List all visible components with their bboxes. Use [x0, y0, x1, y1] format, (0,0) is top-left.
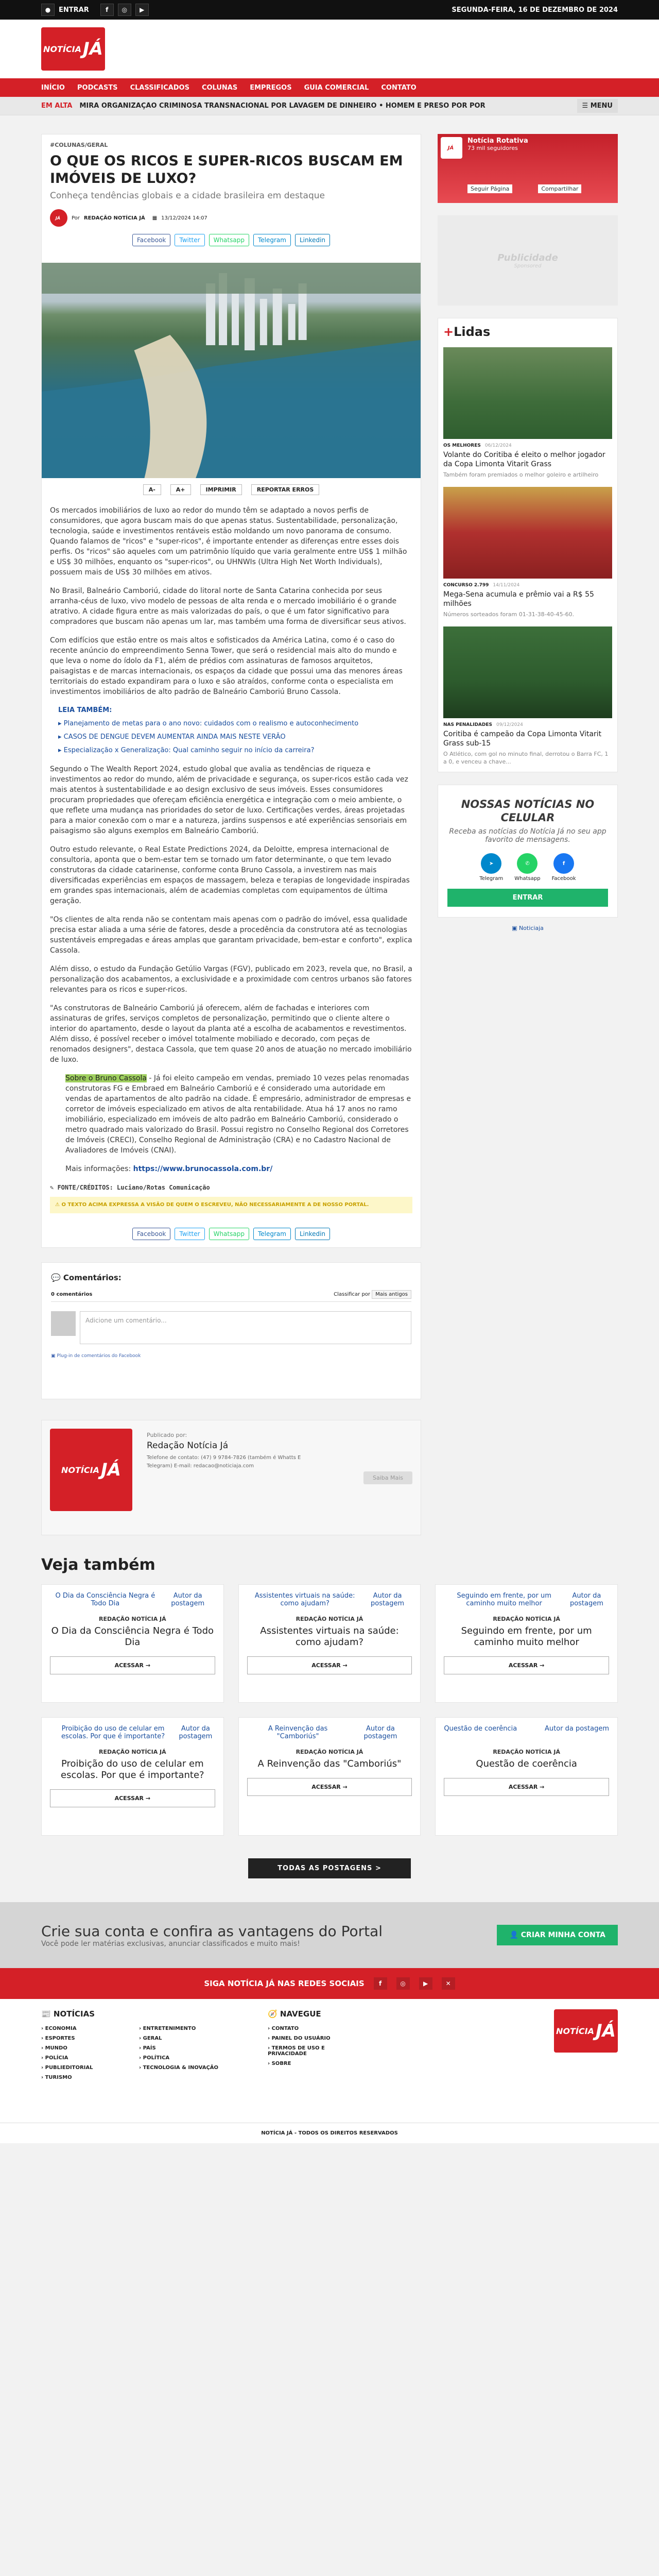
see-also-author: REDAÇÃO NOTÍCIA JÁ [296, 1749, 363, 1755]
see-also-card[interactable] [435, 1717, 618, 1836]
article-body [42, 501, 421, 1221]
see-also-title[interactable]: Assistentes virtuais na saúde: como ajudam? [260, 1625, 399, 1648]
create-account-button[interactable]: 👤 CRIAR MINHA CONTA [497, 1925, 618, 1945]
footer-news-list [41, 2026, 237, 2080]
comment-input[interactable]: Adicione um comentário... [80, 1311, 411, 1344]
see-also-author: REDAÇÃO NOTÍCIA JÁ [98, 1749, 166, 1755]
footer-news-item[interactable]: › POLÍCIA [41, 2055, 68, 2061]
follow-label: SIGA NOTÍCIA JÁ NAS REDES SOCIAIS [204, 1979, 365, 1988]
see-also-by: Autor da postagem [171, 1592, 205, 1607]
footer-news-item[interactable]: › PAÍS [139, 2045, 156, 2051]
footer-news-link[interactable]: PUBLIEDITORIAL [45, 2065, 93, 2071]
info-label: Mais informações: [65, 1165, 131, 1173]
see-also-button[interactable]: ACESSAR → [247, 1656, 412, 1674]
footer-news-item[interactable]: › TURISMO [41, 2075, 72, 2080]
author-more-button[interactable]: Saiba Mais [363, 1471, 412, 1484]
paragraph-2: No Brasil, Balneário Camboriú, cidade do litoral norte de Santa Catarina conhecida por seus arranha-céus de luxo, vivo modelo de pessoas de alta renda e o mercado imobiliário é o grande atrativo. A cidade figura entre as mais valorizadas do país, o que é um fator significativo para compradores que buscam não apenas um lar, mas também uma forma de diversificar seus ativos. [50, 587, 406, 626]
footer-news-link[interactable]: ESPORTES [45, 2036, 75, 2041]
footer-news-link[interactable]: POLÍTICA [143, 2055, 170, 2061]
share-button[interactable]: Twitter [175, 234, 204, 246]
paragraph-8: "As construtoras de Balneário Camboriú já oferecem, além de fachadas e interiores com assinaturas de grifes, serviços completos de personalização, permitindo que o cliente altere o interior do apartamento, desde o layout da planta até a escolha de acabamentos e revestimentos. Além disso, é possível receber o imóvel totalmente mobiliado e decorado, com peças de renomados designers", destaca Cassola, que tem quase 20 anos de atuação no mercado imobiliário de luxo. [50, 1004, 412, 1064]
see-also-title[interactable]: Seguindo em frente, por um caminho muito melhor [461, 1625, 592, 1648]
see-also-by: Autor da postagem [179, 1725, 213, 1740]
see-also-title: Veja também [41, 1556, 155, 1574]
app-label: Telegram [479, 876, 504, 882]
read-also-link[interactable]: Especialização x Generalização: Qual caminho seguir no início da carreira? [63, 747, 315, 754]
see-also-card[interactable] [238, 1584, 421, 1703]
follow-youtube-icon[interactable]: ▶ [419, 1977, 432, 1990]
logo-small: NOTÍCIA [43, 44, 81, 54]
article-category[interactable]: #COLUNAS/GERAL [50, 142, 108, 148]
follow-facebook-icon[interactable]: f [374, 1977, 387, 1990]
site-logo[interactable] [41, 27, 105, 71]
calendar-icon: ▦ [152, 215, 158, 221]
site-footer [0, 1999, 659, 2123]
footer-news [41, 2009, 237, 2123]
comments-count: 0 comentários [51, 1292, 93, 1297]
footer-nav-title: NAVEGUE [280, 2009, 321, 2019]
disclaimer-text: O TEXTO ACIMA EXPRESSA A VISÃO DE QUEM O ESCREVEU, NÃO NECESSARIAMENTE A DE NOSSO PORTAL. [61, 1202, 369, 1208]
footer-nav-item[interactable]: › CONTATO [268, 2026, 299, 2031]
instagram-icon[interactable]: ◎ [118, 4, 131, 16]
sort-label: Classificar por [334, 1292, 371, 1297]
nav-item[interactable]: GUIA COMERCIAL [304, 83, 369, 92]
comments-section [41, 1262, 421, 1399]
most-read-item[interactable] [443, 626, 612, 766]
see-also-author: REDAÇÃO NOTÍCIA JÁ [98, 1616, 166, 1622]
footer-news-item[interactable]: › MUNDO [41, 2045, 67, 2051]
see-also-image-alt: O Dia da Consciência Negra é Todo Dia [55, 1592, 155, 1607]
fb-page-name[interactable]: Notícia Rotativa [467, 137, 528, 145]
share-button[interactable]: Telegram [253, 1228, 291, 1240]
footer-news-item[interactable]: › ENTRETENIMENTO [139, 2026, 196, 2031]
footer-logo-small: NOTÍCIA [556, 2026, 594, 2036]
article-subtitle: Conheça tendências globais e a cidade brasileira em destaque [50, 191, 325, 201]
most-read-thumb[interactable] [443, 487, 612, 579]
footer-news-item[interactable]: › PUBLIEDITORIAL [41, 2065, 93, 2071]
footer-news-link[interactable]: ECONOMIA [45, 2026, 77, 2031]
see-also-title[interactable]: A Reinvenção das "Camboriús" [257, 1758, 402, 1769]
tool-button[interactable]: IMPRIMIR [200, 484, 242, 495]
footer-nav-item[interactable]: › SOBRE [268, 2061, 291, 2066]
cta-title: Crie sua conta e confira as vantagens do Portal [41, 1922, 383, 1940]
paragraph-6: "Os clientes de alta renda não se contentam mais apenas com o padrão do imóvel, essa qualidade precisa estar aliada a uma série de fatores, desde a procedência da construtora até as tecnologias sustentáveis empregadas e áreas amplas que garantam privacidade, bem-estar e conforto", explica Cassola. [50, 916, 412, 955]
most-read-thumb[interactable] [443, 626, 612, 718]
follow-twitter-icon[interactable]: ✕ [442, 1977, 455, 1990]
share-button[interactable]: Twitter [175, 1228, 204, 1240]
app-link[interactable] [552, 853, 576, 882]
share-button[interactable]: Linkedin [295, 234, 330, 246]
author-contact: Telefone de contato: (47) 9 9784-7826 (também é Whatts E Telegram) E-mail: redacao@noticiaja.com [147, 1455, 301, 1469]
app-label: Whatsapp [514, 876, 541, 882]
copyright: NOTÍCIA JÁ - TODOS OS DIREITOS RESERVADOS [0, 2123, 659, 2143]
top-left [41, 4, 149, 16]
trending-label: EM ALTA [41, 102, 73, 110]
most-read-desc: Números sorteados foram 01-31-38-40-45-60. [443, 611, 575, 618]
ad-slot[interactable] [438, 215, 618, 306]
see-also-image-alt: Assistentes virtuais na saúde: como ajudam? [254, 1592, 355, 1607]
youtube-icon[interactable]: ▶ [135, 4, 149, 16]
all-posts-button[interactable]: TODAS AS POSTAGENS > [248, 1858, 411, 1878]
top-bar [0, 0, 659, 20]
see-also-button[interactable]: ACESSAR → [444, 1656, 609, 1674]
sort-area [334, 1292, 411, 1297]
footer-news-heading: 📰 NOTÍCIAS [41, 2009, 95, 2019]
see-also-card[interactable] [41, 1584, 224, 1703]
footer-nav-link[interactable]: PAINEL DO USUÁRIO [271, 2036, 331, 2041]
footer-news-link[interactable]: ENTRETENIMENTO [143, 2026, 196, 2031]
main-column [41, 134, 421, 1535]
see-also-author: REDAÇÃO NOTÍCIA JÁ [296, 1616, 363, 1622]
see-also-image [444, 1592, 609, 1616]
fb-page-widget [438, 134, 618, 203]
share-button[interactable]: Facebook [132, 234, 170, 246]
by-label: Por [72, 215, 80, 221]
fb-plugin-text: Plug-in de comentários do Facebook [57, 1353, 141, 1359]
comments-title: Comentários: [63, 1273, 122, 1282]
most-read-tag [443, 443, 612, 448]
see-also-title[interactable]: Proibição do uso de celular em escolas. Por que é importante? [61, 1758, 204, 1781]
most-read-tag [443, 583, 612, 588]
fb-logo-text: JÁ [447, 145, 454, 151]
most-read-plus: + [443, 325, 454, 339]
read-also-link[interactable]: CASOS DE DENGUE DEVEM AUMENTAR AINDA MAIS NESTE VERÃO [63, 733, 286, 741]
read-also [58, 705, 412, 756]
footer-news-item[interactable]: › TECNOLOGIA & INOVAÇÃO [139, 2065, 219, 2071]
most-read-title-link[interactable]: Coritiba é campeão da Copa Limonta Vitarit Grass sub-15 [443, 730, 602, 748]
facebook-icon[interactable]: f [100, 4, 114, 16]
most-read-date: 06/12/2024 [484, 443, 512, 448]
most-read-date: 09/12/2024 [496, 722, 523, 727]
app-link[interactable] [479, 853, 503, 882]
tool-button[interactable]: A+ [170, 484, 191, 495]
app-link[interactable] [514, 853, 540, 882]
telegram-icon: ➤ [481, 853, 501, 874]
trending-text[interactable]: MIRA ORGANIZAÇÃO CRIMINOSA TRANSNACIONAL POR LAVAGEM DE DINHEIRO • HOMEM É PRESO POR POR [79, 102, 485, 110]
fb-followers: 73 mil seguidores [467, 145, 518, 151]
cta-text: Você pode ler matérias exclusivas, anunciar classificados e muito mais! [41, 1939, 300, 1948]
most-read-tag-label: CONCURSO 2.799 [443, 583, 489, 588]
most-read-title-link[interactable]: Mega-Sena acumula e prêmio vai a R$ 55 milhões [443, 590, 594, 608]
read-also-list [58, 719, 412, 756]
apps-enter-button[interactable]: ENTRAR [447, 889, 608, 907]
see-also-button[interactable]: ACESSAR → [444, 1778, 609, 1796]
footer-news-item[interactable]: › GERAL [139, 2036, 162, 2041]
see-also-by: Autor da postagem [569, 1592, 603, 1607]
source-credits: ✎ FONTE/CRÉDITOS: Luciano/Rotas Comunicação [50, 1184, 210, 1191]
footer-news-link[interactable]: PAÍS [143, 2045, 156, 2051]
see-also-image-alt: Questão de coerência [444, 1725, 517, 1733]
footer-nav-item[interactable]: › TERMOS DE USO E PRIVACIDADE [268, 2045, 325, 2057]
bio-paragraph [65, 1073, 412, 1156]
see-also-image-alt: Proibição do uso de celular em escolas. Por que é importante? [61, 1725, 165, 1740]
see-also-button[interactable]: ACESSAR → [50, 1656, 215, 1674]
see-also-image [50, 1725, 215, 1749]
share-bar-top [50, 234, 412, 246]
author-logo [50, 1429, 132, 1511]
apps-title: NOSSAS NOTÍCIAS NO CELULAR [461, 798, 595, 824]
nav-item[interactable]: CLASSIFICADOS [130, 83, 189, 92]
nav-item[interactable]: PODCASTS [77, 83, 118, 92]
noticiaja-image-alt: Noticiaja [518, 925, 544, 931]
share-button[interactable]: Whatsapp [209, 1228, 249, 1240]
most-read-date: 14/11/2024 [493, 583, 520, 588]
paragraph-5: Outro estudo relevante, o Real Estate Predictions 2024, da Deloitte, empresa internacional de consultoria, aponta que o bem-estar tem se tornado um fator determinante, o que tem levado construtoras da cidade catarinense, conforme conta Bruno Cassola, a investirem nas mais diversificadas experiências em espaços de massagem, beleza e terapias de longevidade inspiradas em grandes spas internacionais, além de academias completas com equipamentos de última geração. [50, 845, 410, 905]
read-also-link[interactable]: Planejamento de metas para o ano novo: cuidados com o realismo e autoconhecimento [63, 720, 359, 727]
bio-text: - Já foi eleito campeão em vendas, premiado 10 vezes pelas renomadas construtoras FG e Embraed em Balneário Camboriú e é considerado uma autoridade em vendas de apartamentos de alto padrão na cidade. É empresário, administrador de empresas e corretor de imóveis especializado em ativos de alta rentabilidade. Atua há 17 anos no ramo imobiliário, especializado em imóveis de alto padrão em Balneário Camboriú, considerado o metro quadrado mais valorizado do Brasil. Possui registro no Conselho Regional dos Corretores de Imóveis (CRECI), Conselho Regional de Administração (CRA) e no Cadastro Nacional de Avaliadores de Imóveis (CNAI). [65, 1074, 411, 1155]
ad-title: Publicidade [497, 252, 558, 263]
most-read-thumb[interactable] [443, 347, 612, 439]
current-date: SEGUNDA-FEIRA, 16 DE DEZEMBRO DE 2024 [452, 6, 618, 14]
share-button[interactable]: Whatsapp [209, 234, 249, 246]
trending-ticker [0, 97, 659, 115]
signup-cta [0, 1902, 659, 1968]
follow-instagram-icon[interactable]: ◎ [396, 1977, 410, 1990]
footer-nav [268, 2009, 366, 2123]
see-also-image-alt: A Reinvenção das "Camboriús" [268, 1725, 328, 1740]
disclaimer: ⚠ O TEXTO ACIMA EXPRESSA A VISÃO DE QUEM O ESCREVEU, NÃO NECESSARIAMENTE A DE NOSSO PORTAL. [50, 1197, 412, 1213]
menu-label: MENU [590, 102, 613, 110]
see-also-button[interactable]: ACESSAR → [50, 1789, 215, 1807]
fb-follow-button[interactable]: Seguir Página [467, 184, 512, 193]
paragraph-3: Com edifícios que estão entre os mais altos e sofisticados da América Latina, como é o caso do recente anúncio do empreendimento Senna Tower, que será o residencial mais alto do mundo e que leva o nome do ídolo da F1, além de prédios com assinaturas de famosos arquitetos, paisagistas e de marcas internacionais, os espaços da cidade que possui uma das menores áreas territoriais do estado expandiram para o luxo e são atraídos, conforme conta o especialista em investimentos imobiliários de alto padrão de Balneário Camboriú Bruno Cassola. [50, 636, 403, 696]
article-tools [42, 478, 421, 501]
login-link[interactable]: ENTRAR [59, 6, 89, 14]
most-read-title [443, 325, 612, 339]
see-also-image [247, 1725, 412, 1749]
footer-news-item[interactable]: › ECONOMIA [41, 2026, 77, 2031]
most-read-tag-label: NAS PENALIDADES [443, 722, 492, 727]
see-also-card[interactable] [41, 1717, 224, 1836]
footer-news-link[interactable]: GERAL [143, 2036, 162, 2041]
see-also-by: Autor da postagem [371, 1592, 404, 1607]
menu-button[interactable]: ☰ MENU [577, 99, 618, 113]
share-button[interactable]: Telegram [253, 234, 291, 246]
most-read [438, 318, 618, 772]
footer-news-link[interactable]: POLÍCIA [45, 2055, 68, 2061]
apps-widget [438, 785, 618, 918]
read-also-item[interactable]: ▸ Planejamento de metas para o ano novo: cuidados com o realismo e autoconhecimento [58, 720, 359, 727]
article-author[interactable]: REDAÇÃO NOTÍCIA JÁ [83, 215, 145, 221]
info-line [65, 1164, 412, 1174]
social-follow-bar [0, 1968, 659, 1999]
article-header [42, 134, 421, 255]
share-bar-bottom [42, 1228, 421, 1247]
share-button[interactable]: Facebook [132, 1228, 170, 1240]
content-wrap [0, 115, 659, 1535]
nav-item[interactable]: INÍCIO [41, 83, 65, 92]
author-label: Publicado por: [147, 1432, 187, 1438]
most-read-tag-label: OS MELHORES [443, 443, 481, 448]
cta-text-block [41, 1923, 383, 1948]
logo-big: JÁ [82, 39, 103, 59]
read-also-label: LEIA TAMBÉM: [58, 706, 112, 714]
source-text: FONTE/CRÉDITOS: Luciano/Rotas Comunicação [57, 1184, 210, 1191]
fb-actions [467, 184, 581, 193]
create-account-label: CRIAR MINHA CONTA [521, 1931, 605, 1939]
most-read-item[interactable] [443, 487, 612, 618]
fb-plugin-link[interactable]: ▣ Plug-in de comentários do Facebook [51, 1353, 141, 1359]
paragraph-1: Os mercados imobiliários de luxo ao redor do mundo têm se adaptado a novos perfis de consumidores, que agora buscam mais do que apenas status. Sustentabilidade, personalização, tecnologia, saúde e investimentos rentáveis estão moldando um novo panorama de consumo. Quando falamos de "ricos" e "super-ricos", é importante entender as diferenças entre esses dois perfis. Os "ricos" são aqueles com um patrimônio líquido que varia geralmente entre US$ 1 milhão e US$ 30 milhões, enquanto os "super-ricos", ou UHNWIs (Ultra High Net Worth Individuals), possuem mais de US$ 30 milhões em ativos. [50, 506, 407, 577]
app-label: Facebook [551, 876, 576, 882]
site-header [0, 20, 659, 78]
author-box [41, 1420, 421, 1535]
see-also-title[interactable]: Questão de coerência [476, 1758, 577, 1769]
most-read-tag [443, 722, 612, 727]
most-read-list [443, 347, 612, 766]
share-button[interactable]: Linkedin [295, 1228, 330, 1240]
footer-news-title: NOTÍCIAS [53, 2009, 95, 2019]
hero-illustration [42, 263, 421, 478]
author-avatar [50, 209, 67, 227]
author-logo-big: JÁ [100, 1460, 121, 1480]
comments-heading: 💬 Comentários: [51, 1273, 122, 1282]
article-date: 13/12/2024 14:07 [161, 215, 207, 221]
apps-icons [447, 853, 608, 882]
most-read-desc: O Atlético, com gol no minuto final, derrotou o Barra FC, 1 a 0, e venceu a chave... [443, 751, 609, 765]
user-icon[interactable]: ● [41, 4, 55, 16]
most-read-desc: Também foram premiados o melhor goleiro e artilheiro [443, 471, 599, 478]
see-also-by: Autor da postagem [363, 1725, 397, 1740]
tool-button[interactable]: REPORTAR ERROS [251, 484, 320, 495]
comments-toolbar [51, 1292, 411, 1302]
article-hero-image [42, 263, 421, 478]
see-also-button[interactable]: ACESSAR → [247, 1778, 412, 1796]
see-also-by: Autor da postagem [545, 1725, 609, 1733]
noticiaja-image: ▣ Noticiaja [512, 925, 544, 931]
most-read-item[interactable] [443, 347, 612, 479]
tool-button[interactable]: A- [143, 484, 161, 495]
facebook-icon: f [553, 853, 574, 874]
footer-nav-link[interactable]: CONTATO [271, 2026, 299, 2031]
ad-subtitle: Sponsored [514, 263, 542, 269]
info-link[interactable]: https://www.brunocassola.com.br/ [133, 1165, 273, 1173]
article-meta [50, 209, 412, 227]
footer-nav-link[interactable]: SOBRE [271, 2061, 291, 2066]
nav-item[interactable]: EMPREGOS [250, 83, 292, 92]
main-nav [0, 78, 659, 97]
see-also-author: REDAÇÃO NOTÍCIA JÁ [493, 1616, 560, 1622]
see-also-card[interactable] [238, 1717, 421, 1836]
see-also-image-alt: Seguindo em frente, por um caminho muito melhor [457, 1592, 551, 1607]
avatar-text: JÁ [55, 215, 61, 221]
footer-news-link[interactable]: TURISMO [45, 2075, 72, 2080]
footer-nav-item[interactable]: › PAINEL DO USUÁRIO [268, 2036, 331, 2041]
see-also-title[interactable]: O Dia da Consciência Negra é Todo Dia [51, 1625, 214, 1648]
footer-nav-link[interactable]: TERMOS DE USO E PRIVACIDADE [268, 2045, 325, 2057]
article-title: O QUE OS RICOS E SUPER-RICOS BUSCAM EM IMÓVEIS DE LUXO? [50, 153, 403, 187]
nav-item[interactable]: CONTATO [381, 83, 417, 92]
see-also-image [50, 1592, 215, 1616]
commenter-avatar [51, 1311, 76, 1336]
footer-news-item[interactable]: › POLÍTICA [139, 2055, 170, 2061]
bio-highlight: Sobre o Bruno Cassola [65, 1074, 147, 1082]
whatsapp-icon: ✆ [517, 853, 537, 874]
see-also-image [247, 1592, 412, 1616]
fb-page-info [467, 137, 581, 200]
footer-logo-big: JÁ [595, 2021, 616, 2041]
footer-nav-list [268, 2026, 366, 2066]
see-also-card[interactable] [435, 1584, 618, 1703]
most-read-label: Lidas [454, 325, 491, 339]
article [41, 134, 421, 1248]
read-also-item[interactable]: ▸ Especialização x Generalização: Qual caminho seguir no início da carreira? [58, 747, 315, 754]
footer-nav-heading: 🧭 NAVEGUE [268, 2009, 321, 2019]
footer-logo[interactable] [554, 2009, 618, 2053]
footer-news-link[interactable]: TECNOLOGIA & INOVAÇÃO [143, 2065, 219, 2071]
apps-text: Receba as notícias do Notícia Já no seu app favorito de mensagens. [449, 827, 606, 844]
author-name[interactable]: Redação Notícia Já [147, 1440, 229, 1451]
see-also-image [444, 1725, 609, 1749]
see-also-author: REDAÇÃO NOTÍCIA JÁ [493, 1749, 560, 1755]
paragraph-7: Além disso, o estudo da Fundação Getúlio Vargas (FGV), publicado em 2023, revela que, no Brasil, a personalização dos acabamentos, a exclusividade e a proximidade com centros urbanos são fatores relevantes para os ricos e super-ricos. [50, 965, 412, 994]
see-also-grid [41, 1584, 618, 1836]
footer-news-item[interactable]: › ESPORTES [41, 2036, 75, 2041]
sidebar [438, 134, 618, 1535]
fb-page-logo [441, 137, 462, 159]
most-read-title-link[interactable]: Volante do Coritiba é eleito o melhor jogador da Copa Limonta Vitarit Grass [443, 451, 605, 468]
see-also [0, 1535, 659, 1878]
paragraph-4: Segundo o The Wealth Report 2024, estudo global que avalia as tendências de riqueza e investimentos ao redor do mundo, além de privacidade e segurança, os super-ricos estão cada vez mais atentos à sustentabilidade e ao design exclusivo de seus imóveis. Esses consumidores procuram propriedades que ofereçam eficiência energética e integração com o meio ambiente, o que reflete uma mudança nas prioridades do setor de luxo. Certificações verdes, áreas projetadas para a maior conexão com o mar e a natureza, jardins suspensos e até experiências sensoriais em paisagismo são alguns exemplos em Balneário Camboriú. [50, 765, 408, 835]
author-logo-small: NOTÍCIA [61, 1465, 99, 1475]
footer-news-link[interactable]: MUNDO [45, 2045, 67, 2051]
nav-item[interactable]: COLUNAS [201, 83, 238, 92]
read-also-item[interactable]: ▸ CASOS DE DENGUE DEVEM AUMENTAR AINDA MAIS NESTE VERÃO [58, 733, 286, 741]
fb-share-button[interactable]: Compartilhar [538, 184, 581, 193]
comment-compose [51, 1311, 411, 1344]
author-info [147, 1429, 301, 1527]
sort-select[interactable]: Mais antigos [372, 1290, 411, 1299]
